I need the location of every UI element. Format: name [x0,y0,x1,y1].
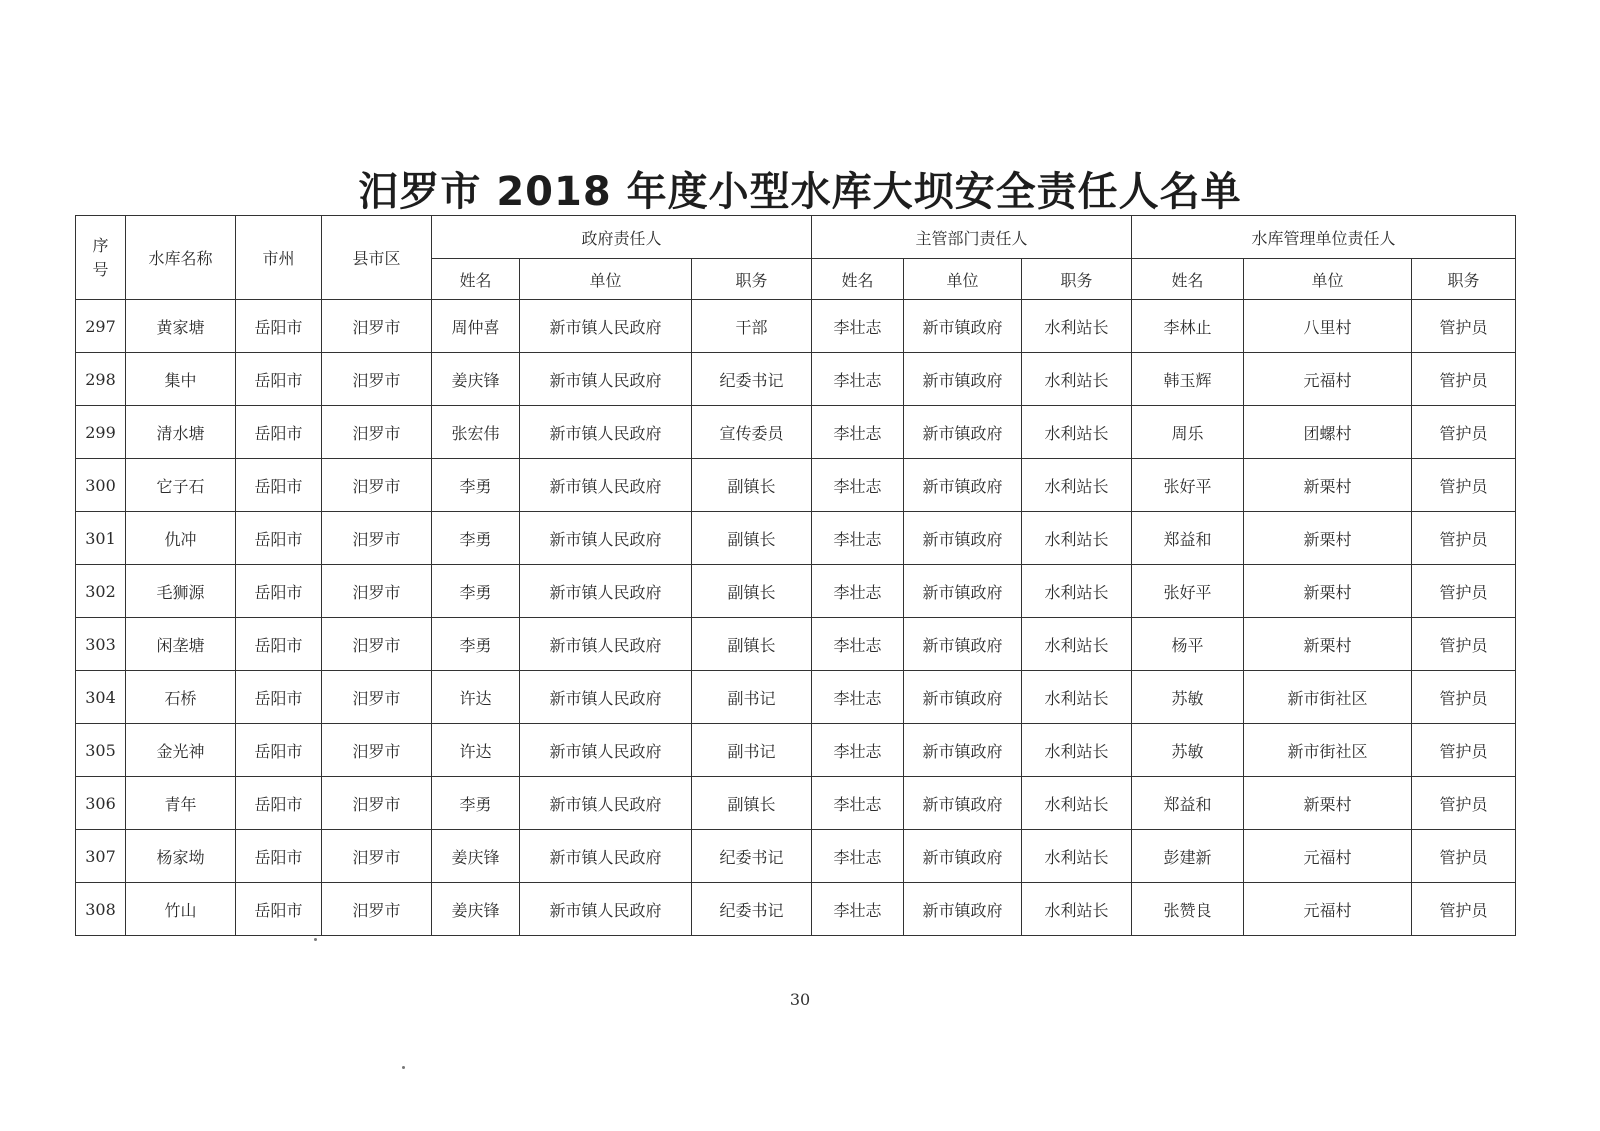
cell-dept-unit: 新市镇政府 [904,300,1022,353]
cell-gov-unit: 新市镇人民政府 [520,830,692,883]
cell-gov-unit: 新市镇人民政府 [520,406,692,459]
cell-seq: 302 [76,565,126,618]
cell-city: 岳阳市 [236,777,322,830]
cell-mgmt-position: 管护员 [1412,671,1516,724]
cell-dept-name: 李壮志 [812,406,904,459]
page-title: 汨罗市 2018 年度小型水库大坝安全责任人名单 [358,169,1242,215]
cell-mgmt-position: 管护员 [1412,565,1516,618]
cell-mgmt-name: 张赞良 [1132,883,1244,936]
header-mgmt-name: 姓名 [1132,259,1244,300]
cell-mgmt-position: 管护员 [1412,883,1516,936]
cell-mgmt-name: 郑益和 [1132,777,1244,830]
cell-mgmt-position: 管护员 [1412,512,1516,565]
cell-seq: 301 [76,512,126,565]
cell-seq: 308 [76,883,126,936]
cell-city: 岳阳市 [236,565,322,618]
header-group-gov: 政府责任人 [432,216,812,259]
cell-mgmt-name: 郑益和 [1132,512,1244,565]
cell-county: 汨罗市 [322,777,432,830]
cell-gov-position: 纪委书记 [692,883,812,936]
cell-dept-position: 水利站长 [1022,353,1132,406]
cell-seq: 305 [76,724,126,777]
cell-dept-name: 李壮志 [812,830,904,883]
cell-county: 汨罗市 [322,300,432,353]
table-row [76,671,1516,724]
scan-speck [314,938,317,941]
header-gov-unit: 单位 [520,259,692,300]
cell-reservoir-name: 闲垄塘 [126,618,236,671]
cell-mgmt-unit: 元福村 [1244,353,1412,406]
table-row [76,565,1516,618]
cell-gov-name: 姜庆锋 [432,353,520,406]
cell-county: 汨罗市 [322,406,432,459]
cell-gov-unit: 新市镇人民政府 [520,671,692,724]
table-row [76,724,1516,777]
cell-dept-position: 水利站长 [1022,565,1132,618]
cell-dept-unit: 新市镇政府 [904,724,1022,777]
header-dept-unit: 单位 [904,259,1022,300]
cell-gov-unit: 新市镇人民政府 [520,618,692,671]
cell-dept-unit: 新市镇政府 [904,406,1022,459]
cell-gov-unit: 新市镇人民政府 [520,777,692,830]
cell-dept-position: 水利站长 [1022,830,1132,883]
cell-dept-unit: 新市镇政府 [904,671,1022,724]
cell-mgmt-position: 管护员 [1412,353,1516,406]
table-row [76,300,1516,353]
cell-seq: 304 [76,671,126,724]
header-group-mgmt: 水库管理单位责任人 [1132,216,1516,259]
cell-reservoir-name: 石桥 [126,671,236,724]
cell-gov-unit: 新市镇人民政府 [520,724,692,777]
cell-dept-unit: 新市镇政府 [904,565,1022,618]
cell-reservoir-name: 清水塘 [126,406,236,459]
cell-gov-position: 干部 [692,300,812,353]
cell-seq: 298 [76,353,126,406]
cell-reservoir-name: 它子石 [126,459,236,512]
cell-mgmt-unit: 团螺村 [1244,406,1412,459]
cell-gov-position: 副镇长 [692,565,812,618]
cell-dept-position: 水利站长 [1022,300,1132,353]
cell-gov-name: 李勇 [432,777,520,830]
cell-county: 汨罗市 [322,883,432,936]
table-body [76,300,1516,936]
cell-county: 汨罗市 [322,353,432,406]
cell-dept-name: 李壮志 [812,777,904,830]
cell-gov-name: 张宏伟 [432,406,520,459]
cell-county: 汨罗市 [322,512,432,565]
cell-gov-unit: 新市镇人民政府 [520,300,692,353]
cell-city: 岳阳市 [236,830,322,883]
cell-mgmt-name: 苏敏 [1132,671,1244,724]
table-row [76,830,1516,883]
cell-mgmt-unit: 新栗村 [1244,512,1412,565]
cell-dept-name: 李壮志 [812,300,904,353]
cell-dept-position: 水利站长 [1022,512,1132,565]
cell-dept-unit: 新市镇政府 [904,353,1022,406]
cell-mgmt-unit: 新栗村 [1244,618,1412,671]
cell-city: 岳阳市 [236,724,322,777]
cell-gov-name: 李勇 [432,618,520,671]
cell-reservoir-name: 黄家塘 [126,300,236,353]
cell-city: 岳阳市 [236,671,322,724]
cell-gov-position: 副镇长 [692,459,812,512]
cell-seq: 297 [76,300,126,353]
header-county: 县市区 [322,216,432,300]
cell-city: 岳阳市 [236,618,322,671]
cell-dept-unit: 新市镇政府 [904,512,1022,565]
header-group-dept: 主管部门责任人 [812,216,1132,259]
cell-mgmt-name: 彭建新 [1132,830,1244,883]
cell-mgmt-position: 管护员 [1412,724,1516,777]
cell-dept-name: 李壮志 [812,565,904,618]
header-gov-position: 职务 [692,259,812,300]
cell-dept-name: 李壮志 [812,883,904,936]
cell-county: 汨罗市 [322,618,432,671]
responsibility-table [75,215,1516,936]
cell-dept-name: 李壮志 [812,512,904,565]
cell-gov-position: 副书记 [692,671,812,724]
cell-mgmt-unit: 八里村 [1244,300,1412,353]
cell-city: 岳阳市 [236,883,322,936]
cell-seq: 306 [76,777,126,830]
cell-dept-name: 李壮志 [812,459,904,512]
cell-dept-unit: 新市镇政府 [904,618,1022,671]
cell-seq: 299 [76,406,126,459]
cell-gov-position: 副镇长 [692,777,812,830]
cell-dept-name: 李壮志 [812,353,904,406]
cell-gov-unit: 新市镇人民政府 [520,459,692,512]
header-gov-name: 姓名 [432,259,520,300]
table-row [76,777,1516,830]
cell-dept-name: 李壮志 [812,724,904,777]
cell-gov-unit: 新市镇人民政府 [520,883,692,936]
cell-mgmt-unit: 元福村 [1244,883,1412,936]
cell-gov-name: 许达 [432,671,520,724]
cell-reservoir-name: 青年 [126,777,236,830]
cell-gov-position: 纪委书记 [692,353,812,406]
header-reservoir-name: 水库名称 [126,216,236,300]
header-mgmt-unit: 单位 [1244,259,1412,300]
cell-mgmt-unit: 新栗村 [1244,777,1412,830]
cell-gov-name: 姜庆锋 [432,830,520,883]
cell-city: 岳阳市 [236,459,322,512]
cell-county: 汨罗市 [322,671,432,724]
cell-seq: 300 [76,459,126,512]
cell-county: 汨罗市 [322,724,432,777]
cell-city: 岳阳市 [236,300,322,353]
cell-gov-position: 副镇长 [692,618,812,671]
cell-mgmt-position: 管护员 [1412,300,1516,353]
cell-mgmt-unit: 新栗村 [1244,459,1412,512]
cell-reservoir-name: 金光神 [126,724,236,777]
cell-gov-name: 周仲喜 [432,300,520,353]
cell-gov-position: 宣传委员 [692,406,812,459]
cell-mgmt-name: 周乐 [1132,406,1244,459]
header-row-top [76,216,1516,259]
header-city: 市州 [236,216,322,300]
cell-mgmt-name: 张好平 [1132,565,1244,618]
cell-gov-position: 纪委书记 [692,830,812,883]
cell-reservoir-name: 杨家坳 [126,830,236,883]
cell-dept-unit: 新市镇政府 [904,883,1022,936]
cell-seq: 303 [76,618,126,671]
table-row [76,406,1516,459]
cell-city: 岳阳市 [236,406,322,459]
cell-mgmt-unit: 元福村 [1244,830,1412,883]
cell-seq: 307 [76,830,126,883]
cell-reservoir-name: 集中 [126,353,236,406]
cell-gov-unit: 新市镇人民政府 [520,512,692,565]
cell-dept-position: 水利站长 [1022,883,1132,936]
cell-dept-position: 水利站长 [1022,777,1132,830]
cell-mgmt-position: 管护员 [1412,777,1516,830]
cell-dept-unit: 新市镇政府 [904,459,1022,512]
cell-dept-unit: 新市镇政府 [904,830,1022,883]
cell-city: 岳阳市 [236,512,322,565]
cell-gov-position: 副镇长 [692,512,812,565]
table-row [76,353,1516,406]
header-dept-name: 姓名 [812,259,904,300]
cell-dept-position: 水利站长 [1022,618,1132,671]
cell-gov-name: 李勇 [432,459,520,512]
cell-gov-name: 姜庆锋 [432,883,520,936]
cell-mgmt-name: 苏敏 [1132,724,1244,777]
cell-gov-position: 副书记 [692,724,812,777]
cell-reservoir-name: 毛狮源 [126,565,236,618]
cell-county: 汨罗市 [322,459,432,512]
cell-dept-position: 水利站长 [1022,671,1132,724]
cell-reservoir-name: 仇冲 [126,512,236,565]
cell-dept-name: 李壮志 [812,618,904,671]
cell-mgmt-unit: 新市街社区 [1244,724,1412,777]
cell-mgmt-position: 管护员 [1412,830,1516,883]
header-dept-position: 职务 [1022,259,1132,300]
cell-gov-unit: 新市镇人民政府 [520,353,692,406]
cell-dept-name: 李壮志 [812,671,904,724]
cell-dept-position: 水利站长 [1022,406,1132,459]
cell-gov-name: 李勇 [432,512,520,565]
header-mgmt-position: 职务 [1412,259,1516,300]
scan-speck [402,1066,405,1069]
cell-mgmt-position: 管护员 [1412,459,1516,512]
header-seq: 序 号 [76,216,126,300]
table-row [76,883,1516,936]
cell-mgmt-position: 管护员 [1412,406,1516,459]
cell-mgmt-name: 杨平 [1132,618,1244,671]
cell-dept-position: 水利站长 [1022,459,1132,512]
cell-gov-name: 李勇 [432,565,520,618]
table-row [76,512,1516,565]
cell-county: 汨罗市 [322,830,432,883]
cell-mgmt-name: 韩玉辉 [1132,353,1244,406]
cell-gov-unit: 新市镇人民政府 [520,565,692,618]
cell-city: 岳阳市 [236,353,322,406]
cell-dept-unit: 新市镇政府 [904,777,1022,830]
cell-mgmt-unit: 新栗村 [1244,565,1412,618]
cell-mgmt-position: 管护员 [1412,618,1516,671]
table-row [76,459,1516,512]
cell-reservoir-name: 竹山 [126,883,236,936]
cell-mgmt-name: 张好平 [1132,459,1244,512]
page-number: 30 [789,990,811,1009]
cell-gov-name: 许达 [432,724,520,777]
cell-mgmt-unit: 新市街社区 [1244,671,1412,724]
cell-county: 汨罗市 [322,565,432,618]
cell-dept-position: 水利站长 [1022,724,1132,777]
table-row [76,618,1516,671]
cell-mgmt-name: 李林止 [1132,300,1244,353]
